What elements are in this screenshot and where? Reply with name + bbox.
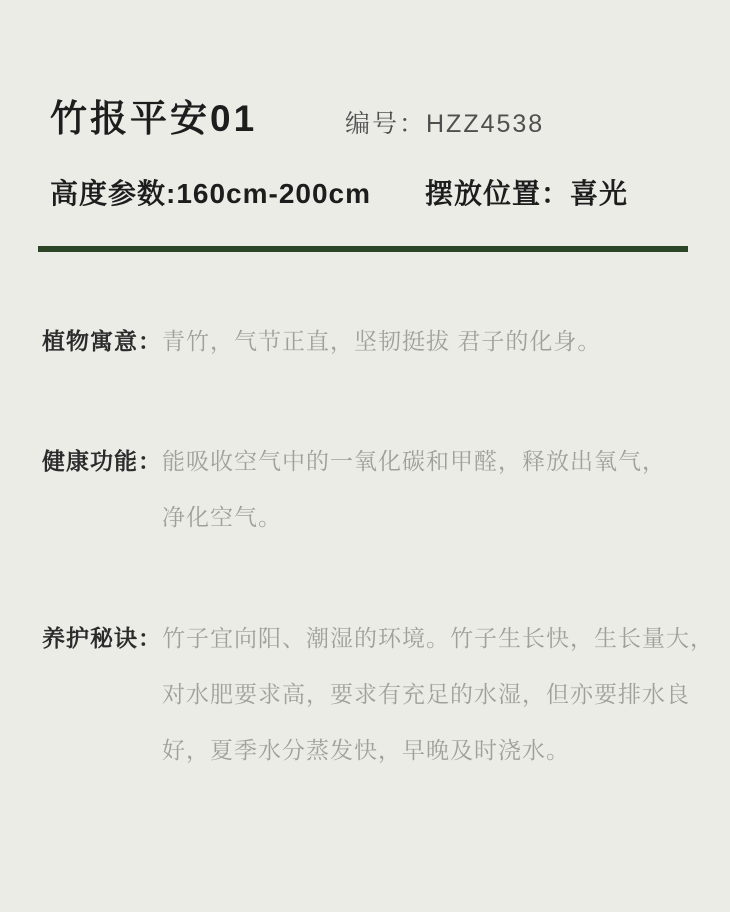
product-title: 竹报平安01: [50, 98, 258, 139]
section-line: 净化空气。: [162, 504, 282, 530]
section-label: 植物寓意：: [42, 328, 162, 354]
section-line: 青竹，气节正直，坚韧挺拔 君子的化身。: [162, 328, 602, 354]
section-line: 能吸收空气中的一氧化碳和甲醛，释放出氧气，: [162, 448, 666, 474]
section-label: 养护秘诀：: [42, 625, 162, 651]
section-content: [162, 313, 700, 369]
serial-number: 编号：HZZ4538: [345, 110, 545, 138]
section-content: [162, 610, 714, 778]
section-content: [162, 433, 700, 545]
params-row: [50, 172, 690, 208]
health-function-section: [42, 433, 700, 545]
height-parameter: 高度参数:160cm-200cm: [50, 178, 372, 209]
care-tips-section: [42, 610, 714, 778]
section-line: 对水肥要求高，要求有充足的水湿，但亦要排水良: [162, 681, 690, 707]
section-line: 竹子宜向阳、潮湿的环境。竹子生长快，生长量大，: [162, 625, 714, 651]
placement-info: 摆放位置：喜光: [425, 178, 629, 209]
header: [50, 88, 690, 142]
section-line: 好，夏季水分蒸发快，早晚及时浇水。: [162, 737, 570, 763]
section-label: 健康功能：: [42, 448, 162, 474]
green-divider: [38, 246, 688, 252]
plant-meaning-section: [42, 313, 700, 369]
